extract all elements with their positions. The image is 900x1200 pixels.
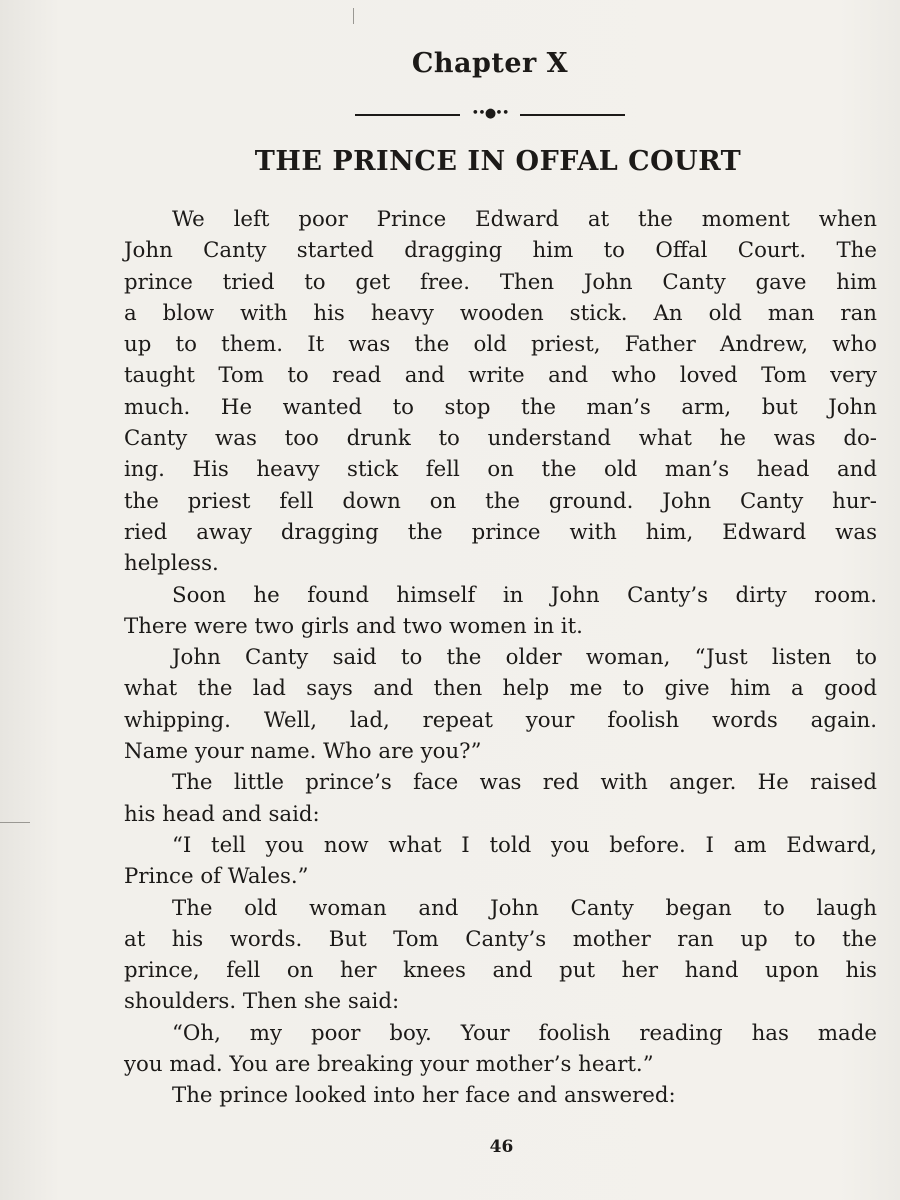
paragraph <box>124 767 877 830</box>
text-line: John Canty started dragging him to Offal Court. The <box>124 238 877 264</box>
ornament-rule-left <box>355 114 460 116</box>
text-line: up to them. It was the old priest, Father Andrew, who <box>124 332 877 358</box>
paragraph <box>124 1018 877 1081</box>
text-line: Canty was too drunk to understand what he was do- <box>124 426 877 452</box>
text-line: you mad. You are breaking your mother’s heart.” <box>124 1052 654 1078</box>
scan-edge-mark <box>353 8 354 24</box>
ornament-rule-right <box>520 114 625 116</box>
margin-mark <box>0 822 30 823</box>
text-line: at his words. But Tom Canty’s mother ran up to the <box>124 926 877 952</box>
chapter-body <box>124 204 877 1112</box>
chapter-title: THE PRINCE IN OFFAL COURT <box>254 146 742 177</box>
text-line: prince, fell on her knees and put her hand upon his <box>124 958 877 984</box>
paragraph <box>124 580 877 643</box>
paragraph <box>124 642 877 767</box>
paragraph <box>124 1080 877 1111</box>
text-line: the priest fell down on the ground. John Canty hur- <box>124 488 877 514</box>
ornament-dots: ••●•• <box>471 106 509 121</box>
text-line: whipping. Well, lad, repeat your foolish words again. <box>124 707 877 733</box>
text-line: what the lad says and then help me to give him a good <box>124 676 877 702</box>
text-line: a blow with his heavy wooden stick. An old man ran <box>124 300 877 326</box>
text-line: John Canty said to the older woman, “Just listen to <box>172 645 877 671</box>
text-line: helpless. <box>124 551 219 577</box>
text-line: shoulders. Then she said: <box>124 989 400 1015</box>
text-line: Name your name. Who are you?” <box>124 739 482 765</box>
text-line: The little prince’s face was red with anger. He raised <box>172 770 877 796</box>
text-line: ing. His heavy stick fell on the old man’s head and <box>124 457 877 483</box>
text-line: The old woman and John Canty began to laugh <box>172 895 877 921</box>
text-line: Prince of Wales.” <box>124 864 309 890</box>
text-line: “I tell you now what I told you before. I am Edward, <box>172 832 877 858</box>
text-line: taught Tom to read and write and who loved Tom very <box>124 363 877 389</box>
text-line: much. He wanted to stop the man’s arm, but John <box>124 394 877 420</box>
paragraph <box>124 893 877 1018</box>
paragraph <box>124 204 877 580</box>
text-line: his head and said: <box>124 801 320 827</box>
text-line: ried away dragging the prince with him, Edward was <box>124 519 877 545</box>
text-line: “Oh, my poor boy. Your foolish reading has made <box>172 1020 877 1046</box>
text-line: prince tried to get free. Then John Canty gave him <box>124 269 877 295</box>
ornament-divider <box>355 108 625 122</box>
text-line: Soon he found himself in John Canty’s dirty room. <box>172 582 877 608</box>
page-number: 46 <box>489 1137 514 1157</box>
chapter-heading: Chapter X <box>411 48 569 79</box>
paragraph <box>124 830 877 893</box>
text-line: The prince looked into her face and answered: <box>172 1083 676 1109</box>
text-line: There were two girls and two women in it. <box>124 613 583 639</box>
text-line: We left poor Prince Edward at the moment when <box>172 207 877 232</box>
